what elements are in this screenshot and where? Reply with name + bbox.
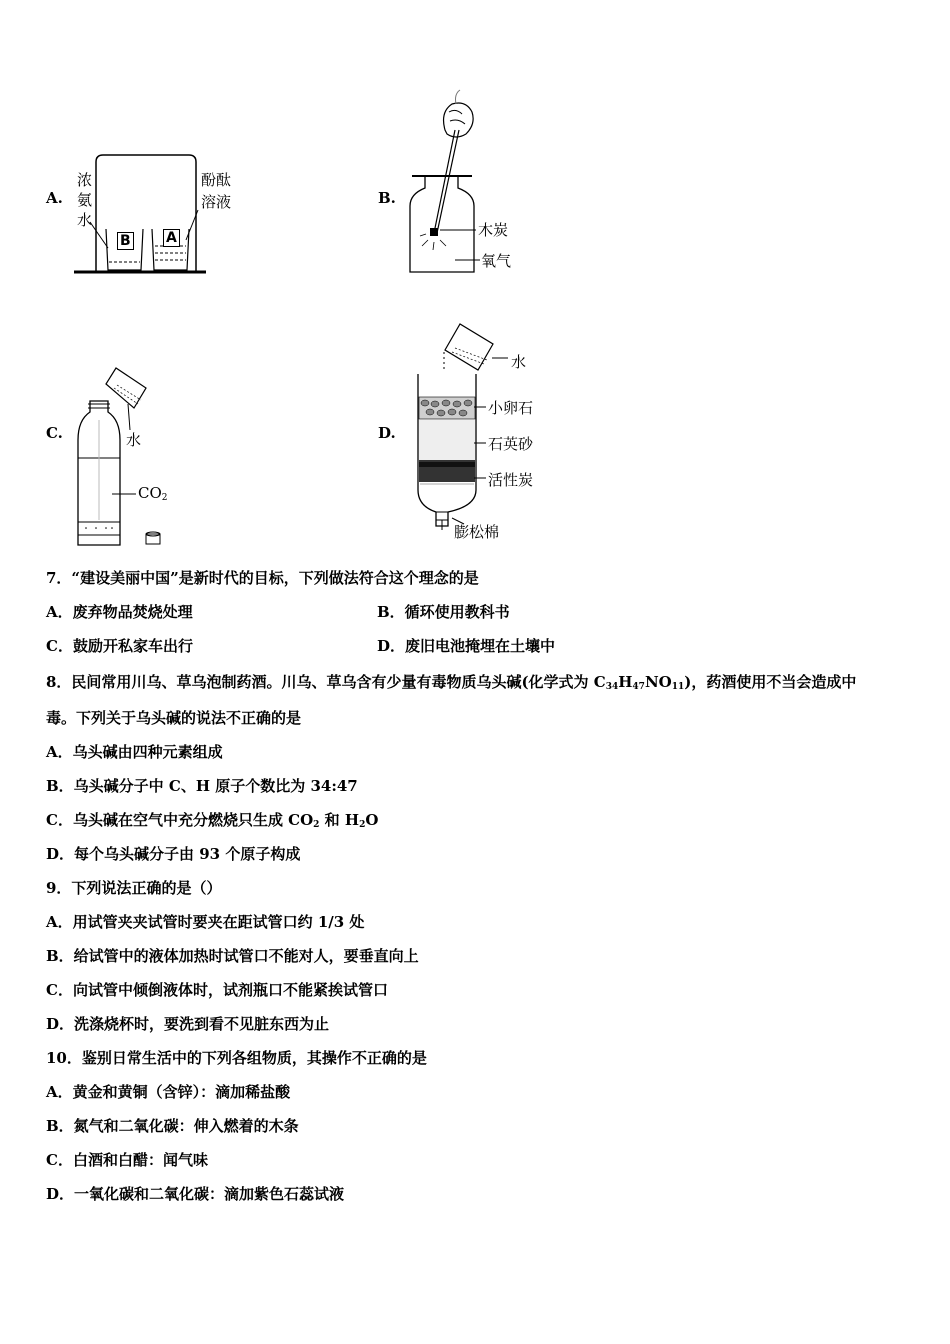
q8-option-b: B．乌头碱分子中 C、H 原子个数比为 34:47 xyxy=(46,777,358,795)
figure-d-label: D. xyxy=(378,424,396,442)
figure-a-ammonia-label: 浓 氨 水 xyxy=(77,171,93,229)
figure-c-label: C. xyxy=(46,424,63,442)
q8-stem-line1: 8．民间常用川乌、草乌泡制药酒。川乌、草乌含有少量有毒物质乌头碱(化学式为 $C_{34}H_{47}NO_{11}$)，药酒使用不当会造成中 xyxy=(46,673,857,692)
q8-option-d: D．每个乌头碱分子由 93 个原子构成 xyxy=(46,845,301,863)
q7-stem: 7．“建设美丽中国”是新时代的目标，下列做法符合这个理念的是 xyxy=(46,569,479,587)
q8-stem-line2: 毒。下列关于乌头碱的说法不正确的是 xyxy=(46,709,302,727)
charcoal-label: 木炭 xyxy=(478,221,509,239)
q7-option-b: B．循环使用教科书 xyxy=(377,603,510,621)
q9-option-c: C．向试管中倾倒液体时，试剂瓶口不能紧挨试管口 xyxy=(46,981,388,999)
beaker-a-label: A xyxy=(163,229,180,247)
q10-option-d: D．一氧化碳和二氧化碳：滴加紫色石蕊试液 xyxy=(46,1185,345,1203)
q9-stem: 9．下列说法正确的是（） xyxy=(46,879,222,897)
q8-option-c: C．乌头碱在空气中充分燃烧只生成 $CO_2$ 和 $H_2O$ xyxy=(46,811,379,830)
q10-option-a: A．黄金和黄铜（含锌）：滴加稀盐酸 xyxy=(46,1083,291,1101)
figure-d-water-label: 水 xyxy=(511,353,527,371)
sand-label: 石英砂 xyxy=(488,435,534,453)
q7-option-c: C．鼓励开私家车出行 xyxy=(46,637,193,655)
q9-option-d: D．洗涤烧杯时，要洗到看不见脏东西为止 xyxy=(46,1015,330,1033)
q10-option-b: B．氮气和二氧化碳：伸入燃着的木条 xyxy=(46,1117,299,1135)
figure-b-label: B. xyxy=(378,189,396,207)
pebbles-label: 小卵石 xyxy=(488,399,534,417)
q9-option-b: B．给试管中的液体加热时试管口不能对人，要垂直向上 xyxy=(46,947,419,965)
beaker-b-label: B xyxy=(117,232,134,250)
q10-stem: 10．鉴别日常生活中的下列各组物质，其操作不正确的是 xyxy=(46,1049,427,1067)
q7-option-a: A．废弃物品焚烧处理 xyxy=(46,603,193,621)
q7-option-d: D．废旧电池掩埋在土壤中 xyxy=(377,637,556,655)
figure-a-label: A. xyxy=(46,189,63,207)
oxygen-label: 氧气 xyxy=(481,252,512,270)
cotton-label: 膨松棉 xyxy=(454,523,500,541)
q10-option-c: C．白酒和白醋：闻气味 xyxy=(46,1151,208,1169)
co2-label: $CO_2$ xyxy=(138,484,168,503)
carbon-label: 活性炭 xyxy=(488,471,534,489)
figure-c-water-label: 水 xyxy=(126,431,142,449)
q8-option-a: A．乌头碱由四种元素组成 xyxy=(46,743,223,761)
figure-a-phenolphthalein-label: 酚酞 溶液 xyxy=(201,171,232,211)
q9-option-a: A．用试管夹夹试管时要夹在距试管口约 1/3 处 xyxy=(46,913,365,931)
